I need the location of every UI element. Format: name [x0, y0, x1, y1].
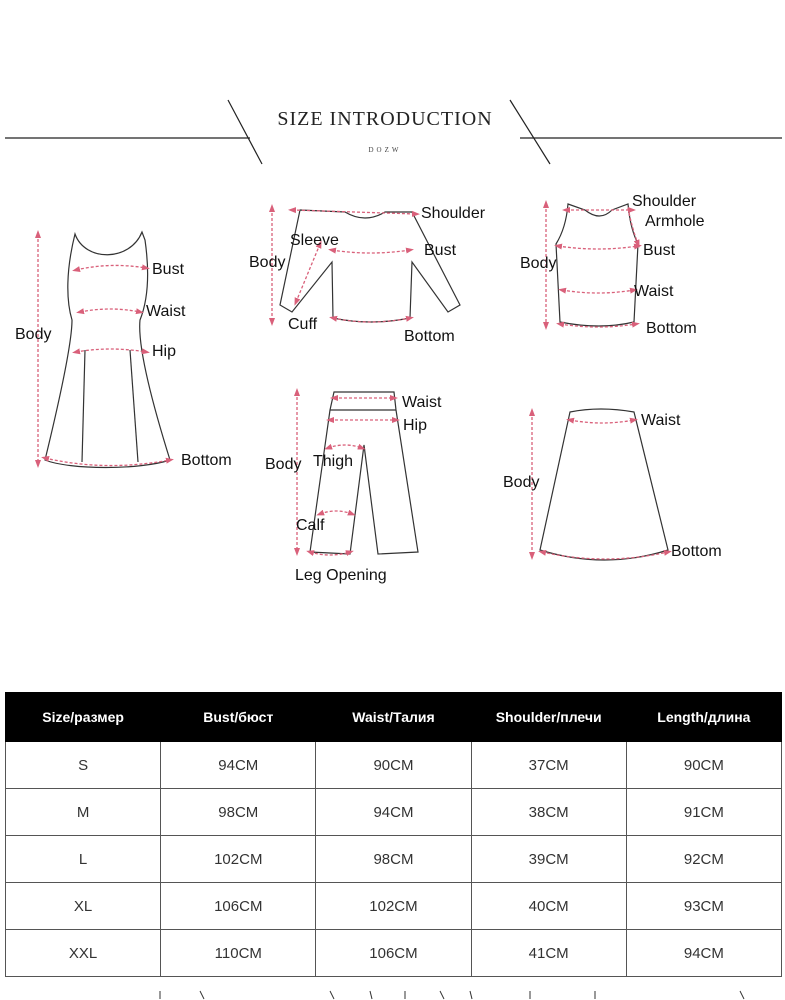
table-row	[6, 930, 782, 977]
dress-diagram	[15, 232, 232, 469]
cell-shoulder: 39CM	[471, 836, 626, 883]
header-length: Length/длина	[626, 693, 781, 742]
vest-shoulder-label: Shoulder	[632, 193, 697, 210]
header-size: Size/размер	[6, 693, 161, 742]
pants-waist-label: Waist	[402, 394, 442, 411]
pants-calf-label: Calf	[296, 517, 325, 534]
cell-shoulder: 37CM	[471, 742, 626, 789]
vest-waist-label: Waist	[634, 283, 674, 300]
shirt-cuff-label: Cuff	[288, 316, 318, 333]
vest-bottom-label: Bottom	[646, 320, 697, 337]
cell-waist: 94CM	[316, 789, 471, 836]
shirt-shoulder-label: Shoulder	[421, 205, 486, 222]
pants-hip-label: Hip	[403, 417, 428, 434]
cell-waist: 90CM	[316, 742, 471, 789]
table-header-row	[6, 693, 782, 742]
dress-bottom-label: Bottom	[181, 452, 232, 469]
cell-length: 94CM	[626, 930, 781, 977]
cell-bust: 94CM	[161, 742, 316, 789]
table-row	[6, 789, 782, 836]
cell-shoulder: 41CM	[471, 930, 626, 977]
dress-bust-label: Bust	[152, 261, 185, 278]
cell-shoulder: 38CM	[471, 789, 626, 836]
cell-bust: 98CM	[161, 789, 316, 836]
cell-bust: 102CM	[161, 836, 316, 883]
shirt-bottom-label: Bottom	[404, 328, 455, 345]
shirt-sleeve-label: Sleeve	[290, 232, 339, 249]
size-chart-table	[5, 692, 782, 977]
cell-size: XXL	[6, 930, 161, 977]
skirt-bottom-label: Bottom	[671, 543, 722, 560]
dress-waist-label: Waist	[146, 303, 186, 320]
header-bust: Bust/бюст	[161, 693, 316, 742]
cell-length: 93CM	[626, 883, 781, 930]
table-row	[6, 883, 782, 930]
header-waist: Waist/Талия	[316, 693, 471, 742]
pants-body-label: Body	[265, 456, 302, 473]
skirt-body-label: Body	[503, 474, 540, 491]
cell-length: 90CM	[626, 742, 781, 789]
header-rule	[5, 100, 782, 164]
cell-length: 92CM	[626, 836, 781, 883]
cropped-footer-marks	[0, 990, 785, 1000]
cell-size: XL	[6, 883, 161, 930]
skirt-waist-label: Waist	[641, 412, 681, 429]
brand-subtitle: DOZW	[368, 146, 402, 154]
dress-hip-label: Hip	[152, 343, 177, 360]
cell-waist: 102CM	[316, 883, 471, 930]
header-shoulder: Shoulder/плечи	[471, 693, 626, 742]
cell-size: M	[6, 789, 161, 836]
pants-thigh-label: Thigh	[313, 453, 354, 470]
cell-bust: 106CM	[161, 883, 316, 930]
dress-body-label: Body	[15, 326, 52, 343]
page-title: SIZE INTRODUCTION	[277, 108, 493, 130]
cell-waist: 106CM	[316, 930, 471, 977]
vest-diagram	[520, 193, 705, 337]
shirt-diagram	[249, 205, 486, 345]
skirt-diagram	[503, 409, 722, 560]
pants-leg-opening-label: Leg Opening	[295, 567, 387, 584]
vest-armhole-label: Armhole	[645, 213, 705, 230]
table-row	[6, 742, 782, 789]
cell-length: 91CM	[626, 789, 781, 836]
vest-body-label: Body	[520, 255, 557, 272]
cell-bust: 110CM	[161, 930, 316, 977]
vest-bust-label: Bust	[643, 242, 676, 259]
table-row	[6, 836, 782, 883]
pants-diagram	[265, 392, 442, 584]
cell-size: S	[6, 742, 161, 789]
shirt-body-label: Body	[249, 254, 286, 271]
cell-shoulder: 40CM	[471, 883, 626, 930]
shirt-bust-label: Bust	[424, 242, 457, 259]
cell-waist: 98CM	[316, 836, 471, 883]
cell-size: L	[6, 836, 161, 883]
